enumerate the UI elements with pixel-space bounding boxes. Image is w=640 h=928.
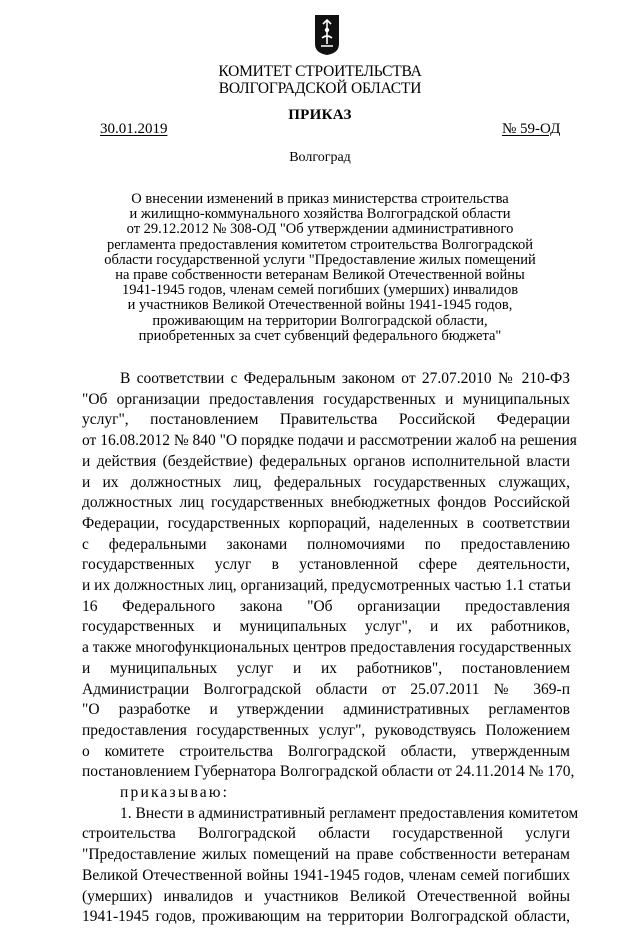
body-line: Федерации, государственных корпораций, наделенных в соответствии [82,514,570,532]
subject-line: регламента предоставления комитетом строительства Волгоградской [106,236,534,253]
subject-line: приобретенных за счет субвенций федерального бюджета" [138,327,502,344]
body-line: и действия (бездействие) федеральных органов исполнительной власти [82,452,570,470]
body-line: 16 Федерального закона "Об организации предоставления [82,597,570,615]
body-line: Администрации Волгоградской области от 25.07.2011 № 369-п [82,680,570,698]
body-line: "О разработке и утверждении административных регламентов [82,701,570,719]
body-line: государственных и муниципальных услуг", и их работников, [82,618,570,636]
item1-line: строительства Волгоградской области государственной услуги [82,825,570,843]
subject-line: О внесении изменений в приказ министерства строительства [131,191,509,207]
item1-line: 1941-1945 годов, проживающим на территории Волгоградской области, [82,908,570,926]
body-line: а также многофункциональных центров предоставления государственных [82,639,572,657]
document-body [82,369,579,928]
subject-line: и жилищно-коммунального хозяйства Волгоградской области [129,206,511,223]
body-line: постановлением Губернатора Волгоградской области от 24.11.2014 № 170, [82,763,575,781]
item1-line: (умерших) инвалидов и участников Великой Отечественной войны [82,887,570,905]
subject-line: проживающим на территории Волгоградской области, [152,312,488,329]
body-line: предоставления государственных услуг", руководствуясь Положением [82,721,570,739]
subject-line: области государственной услуги "Предоставление жилых помещений [104,251,536,268]
body-line: должностных лиц государственных внебюджетных фондов Российской [82,494,570,512]
document-city: Волгоград [289,150,351,165]
document-type: ПРИКАЗ [288,107,352,123]
subject-line: 1941-1945 годов, членам семей погибших (умерших) инвалидов [121,282,519,299]
item1-line: Великой Отечественной войны 1941-1945 годов, членам семей погибших [82,866,570,884]
body-line: и их должностных лиц, организаций, предусмотренных частью 1.1 статьи [82,577,571,595]
body-line: и муниципальных услуг и их работников", постановлением [82,659,570,677]
item1-line: "Предоставление жилых помещений на праве собственности ветеранам [82,846,570,864]
order-word: приказываю: [120,784,230,802]
body-line: В соответствии с Федеральным законом от 27.07.2010 № 210-ФЗ [120,370,570,387]
body-line: государственных услуг в установленной сфере деятельности, [82,556,570,574]
subject-line: на праве собственности ветеранам Великой Отечественной войны [115,267,525,284]
document-subject [100,192,540,344]
body-line: от 16.08.2012 № 840 "О порядке подачи и рассмотрении жалоб на решения [82,432,577,450]
body-line: о комитете строительства Волгоградской области, утвержденным [82,742,570,760]
body-line: "Об организации предоставления государственных и муниципальных [82,390,570,408]
body-line: услуг", постановлением Правительства Российской Федерации [82,411,570,429]
body-line: и их должностных лиц, федеральных государственных служащих, [82,473,570,491]
body-line: с федеральными законами полномочиями по предоставлению [82,535,570,553]
org-name-line1: КОМИТЕТ СТРОИТЕЛЬСТВА [218,63,422,80]
item1-line: 1. Внести в административный регламент предоставления комитетом [120,804,579,822]
volgograd-emblem-icon [314,14,340,56]
document-date: 30.01.2019 [100,121,168,137]
org-name-line2: ВОЛГОГРАДСКОЙ ОБЛАСТИ [218,80,422,97]
subject-line: от 29.12.2012 № 308-ОД "Об утверждении административного [126,221,514,238]
subject-line: и участников Великой Отечественной войны 1941-1945 годов, [127,297,513,314]
document-number: № 59-ОД [502,121,561,137]
